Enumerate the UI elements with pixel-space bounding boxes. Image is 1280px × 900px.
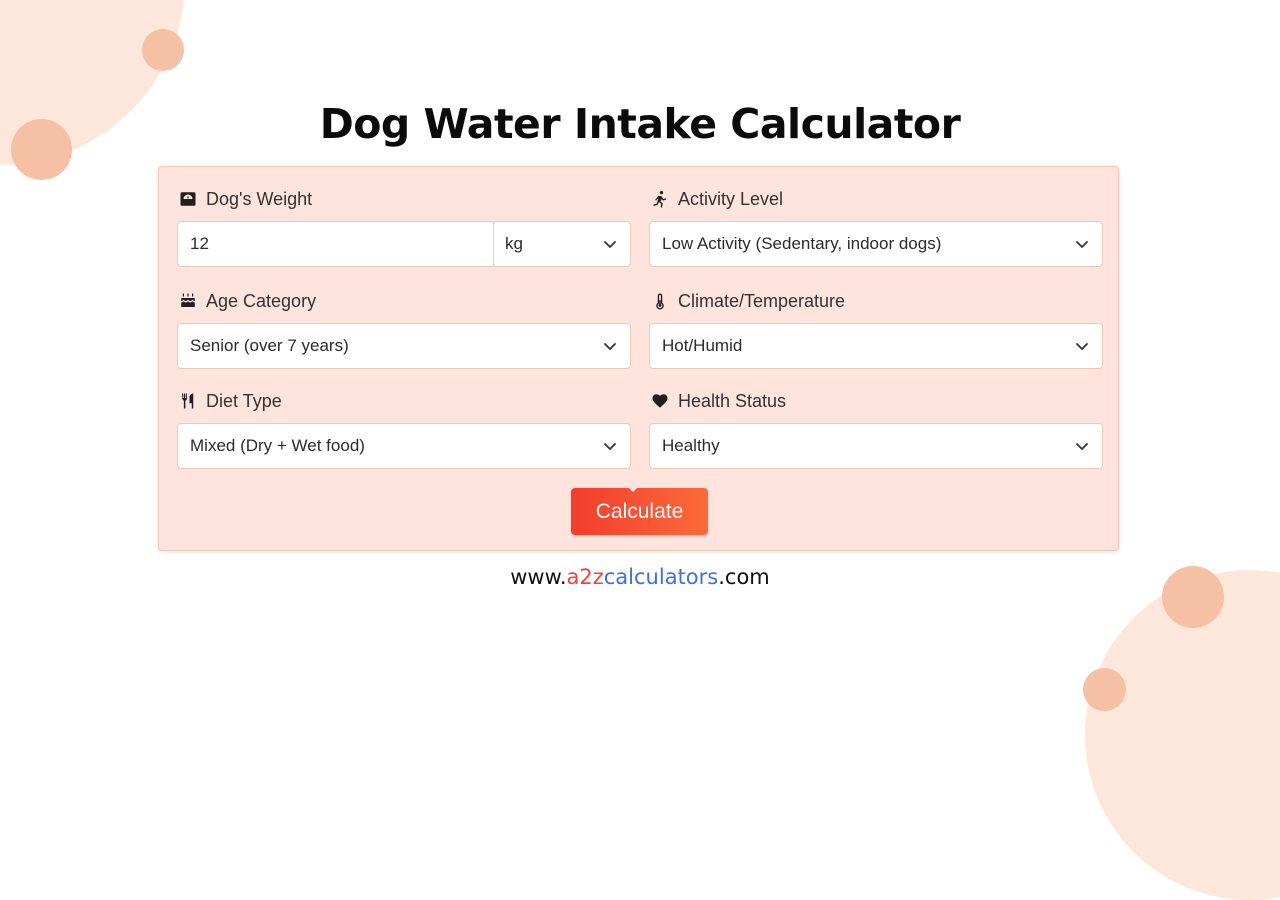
heart-icon bbox=[649, 390, 671, 412]
activity-label: Activity Level bbox=[678, 188, 784, 209]
health-value: Healthy bbox=[662, 436, 720, 455]
health-label: Health Status bbox=[678, 390, 787, 411]
page-title: Dog Water Intake Calculator bbox=[319, 100, 961, 148]
health-select[interactable] bbox=[649, 423, 1103, 469]
decor-dot bbox=[142, 29, 184, 71]
diet-field bbox=[177, 390, 631, 455]
diet-label: Diet Type bbox=[206, 390, 282, 411]
climate-value: Hot/Humid bbox=[662, 336, 743, 355]
weight-unit-select[interactable] bbox=[494, 222, 630, 266]
climate-label: Climate/Temperature bbox=[678, 290, 846, 311]
activity-value: Low Activity (Sedentary, indoor dogs) bbox=[662, 234, 942, 253]
utensils-icon bbox=[177, 390, 199, 412]
birthday-cake-icon bbox=[177, 290, 199, 312]
climate-select[interactable] bbox=[649, 323, 1103, 369]
weight-unit-value: kg bbox=[505, 234, 523, 253]
running-person-icon bbox=[649, 188, 671, 210]
chevron-down-icon bbox=[1074, 438, 1090, 454]
chevron-down-icon bbox=[1074, 338, 1090, 354]
thermometer-icon bbox=[649, 290, 671, 312]
chevron-down-icon bbox=[602, 236, 618, 252]
weight-field bbox=[177, 188, 631, 253]
diet-select[interactable] bbox=[177, 423, 631, 469]
calculate-label: Calculate bbox=[595, 499, 684, 523]
chevron-down-icon bbox=[602, 438, 618, 454]
climate-field bbox=[649, 290, 1103, 355]
chevron-down-icon bbox=[602, 338, 618, 354]
diet-value: Mixed (Dry + Wet food) bbox=[190, 436, 365, 455]
age-select[interactable] bbox=[177, 323, 631, 369]
calculator-form bbox=[158, 166, 1119, 551]
activity-select[interactable] bbox=[649, 221, 1103, 267]
website-url: www.a2zcalculators.com bbox=[510, 565, 770, 589]
weight-label: Dog's Weight bbox=[206, 188, 313, 209]
age-field bbox=[177, 290, 631, 355]
weight-input[interactable]: 12 bbox=[178, 222, 494, 266]
weight-scale-icon bbox=[177, 188, 199, 210]
chevron-down-icon bbox=[1074, 236, 1090, 252]
calculate-button[interactable] bbox=[571, 488, 708, 535]
age-value: Senior (over 7 years) bbox=[190, 336, 349, 355]
health-field bbox=[649, 390, 1103, 455]
decor-dot bbox=[1083, 668, 1126, 711]
age-label: Age Category bbox=[206, 290, 317, 311]
activity-field bbox=[649, 188, 1103, 253]
